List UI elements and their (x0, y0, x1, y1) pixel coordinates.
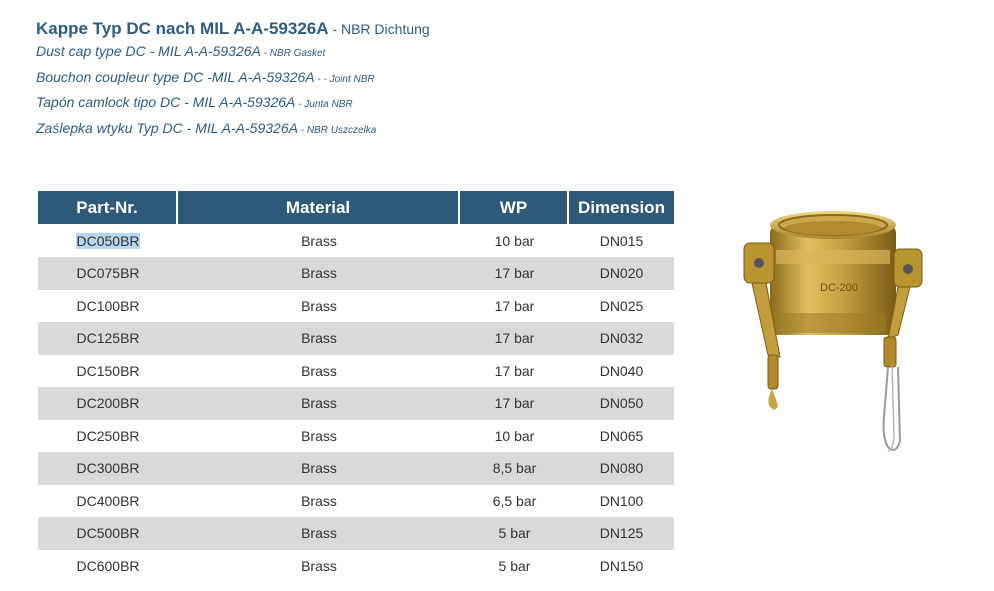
table-row (38, 257, 674, 290)
title-fr-text: Bouchon coupleur type DC -MIL A-A-59326A (36, 68, 315, 85)
part-number: DC100BR (76, 297, 140, 314)
title-de: Kappe Typ DC nach MIL A-A-59326A (36, 19, 329, 38)
dimension-cell: DN125 (569, 517, 674, 550)
table-row (38, 355, 674, 388)
wp-cell: 10 bar (494, 232, 535, 249)
material-cell: Brass (178, 452, 460, 485)
title-pl (36, 117, 430, 143)
dimension-cell: DN050 (569, 387, 674, 420)
cap-stamp: DC-200 (820, 282, 858, 294)
header-dimension: Dimension (569, 191, 674, 224)
table-row (38, 322, 674, 355)
part-number: DC200BR (76, 395, 140, 412)
dimension-cell: DN080 (569, 452, 674, 485)
table-row (38, 290, 674, 323)
part-number[interactable]: DC050BR (76, 232, 140, 249)
table-row (38, 420, 674, 453)
part-number: DC500BR (76, 525, 140, 542)
title-en (36, 40, 430, 66)
part-number: DC150BR (76, 362, 140, 379)
dimension-cell: DN150 (599, 557, 644, 574)
part-number: DC600BR (76, 557, 140, 574)
wp-cell: 6,5 bar (492, 492, 537, 509)
table-row (38, 224, 674, 257)
part-number: DC075BR (76, 265, 140, 282)
dimension-cell: DN100 (599, 492, 644, 509)
wp-cell: 5 bar (498, 557, 531, 574)
title-fr (36, 66, 430, 92)
wp-cell: 17 bar (460, 257, 569, 290)
material-cell: Brass (178, 322, 460, 355)
title-pl-sub: - NBR Uszczelka (297, 124, 377, 136)
header-part-nr: Part-Nr. (38, 191, 178, 224)
material-cell: Brass (301, 427, 337, 444)
table-header-row (38, 191, 674, 224)
material-cell: Brass (301, 557, 337, 574)
title-pl-text: Zaślepka wtyku Typ DC - MIL A-A-59326A (36, 119, 298, 136)
wp-cell: 8,5 bar (460, 452, 569, 485)
wp-cell: 10 bar (494, 427, 535, 444)
dimension-cell: DN025 (599, 297, 644, 314)
title-es-sub: - Junta NBR (295, 99, 353, 110)
wp-cell: 17 bar (494, 362, 535, 379)
wp-cell: 17 bar (494, 297, 535, 314)
product-photo (738, 205, 928, 490)
dust-cap-illustration (738, 205, 928, 490)
header-material: Material (178, 191, 460, 224)
wp-cell: 17 bar (460, 387, 569, 420)
title-es (36, 91, 430, 117)
title-en-sub: - NBR Gasket (260, 48, 326, 59)
dimension-cell: DN065 (599, 427, 644, 444)
material-cell: Brass (178, 257, 460, 290)
page-title (36, 18, 430, 40)
dimension-cell: DN040 (599, 362, 644, 379)
table-row (38, 452, 674, 485)
table-row (38, 485, 674, 518)
title-block (36, 18, 430, 142)
material-cell: Brass (178, 517, 460, 550)
title-es-text: Tapón camlock tipo DC - MIL A-A-59326A (36, 94, 296, 110)
dimension-cell: DN020 (569, 257, 674, 290)
wp-cell: 5 bar (460, 517, 569, 550)
material-cell: Brass (301, 492, 337, 509)
table-row (38, 517, 674, 550)
dimension-cell: DN032 (569, 322, 674, 355)
header-wp: WP (460, 191, 569, 224)
wp-cell: 17 bar (460, 322, 569, 355)
part-number: DC125BR (76, 330, 140, 347)
cap-body (770, 211, 896, 335)
part-number: DC300BR (76, 460, 140, 477)
material-cell: Brass (301, 232, 337, 249)
title-fr-sub: - - Joint NBR (314, 73, 375, 85)
material-cell: Brass (301, 297, 337, 314)
part-number: DC250BR (76, 427, 140, 444)
table-row (38, 387, 674, 420)
title-en-text: Dust cap type DC - MIL A-A-59326A (36, 43, 261, 59)
title-de-sub: - NBR Dichtung (328, 21, 430, 37)
table-row (38, 550, 674, 583)
dimension-cell: DN015 (599, 232, 644, 249)
material-cell: Brass (301, 362, 337, 379)
part-number: DC400BR (76, 492, 140, 509)
material-cell: Brass (178, 387, 460, 420)
parts-table (38, 191, 674, 582)
